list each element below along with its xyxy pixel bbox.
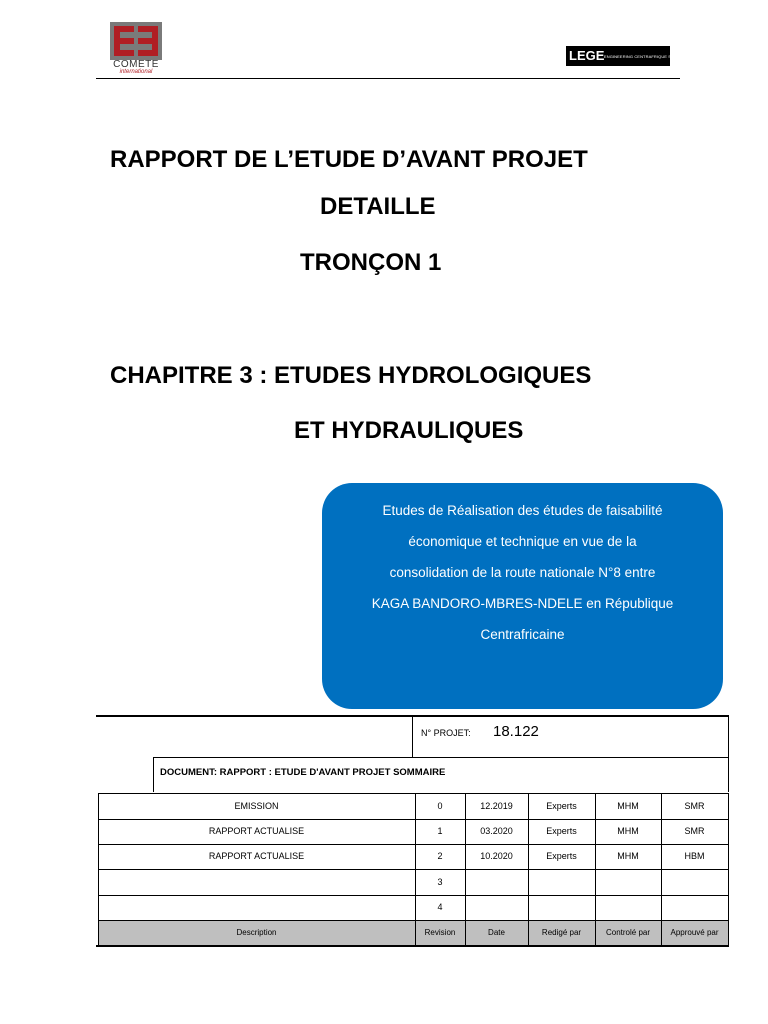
lege-logo-word: LEGE [569, 48, 605, 63]
chapter-title-line-2: ET HYDRAULIQUES [294, 417, 524, 444]
comete-logo [104, 22, 168, 78]
table-divider [153, 757, 729, 758]
table-divider [98, 920, 729, 921]
cell-controle: MHM [617, 851, 639, 861]
table-divider [412, 716, 413, 757]
project-description-line: économique et technique en vue de la [408, 534, 637, 549]
table-divider [465, 793, 466, 945]
table-divider [98, 793, 729, 794]
cell-approuve: HBM [684, 851, 705, 861]
comete-logo-name: COMETE [113, 59, 159, 70]
project-number: 18.122 [493, 723, 539, 740]
lege-logo [566, 46, 676, 66]
cell-revision: 3 [437, 877, 443, 887]
table-divider [728, 716, 729, 792]
cell-date: 03.2020 [480, 826, 513, 836]
header-divider [96, 78, 680, 79]
document-label: DOCUMENT: RAPPORT : ETUDE D'AVANT PROJET SOMMAIRE [160, 767, 446, 778]
project-description [338, 495, 707, 650]
comete-logo-sub: international [119, 69, 153, 75]
cell-redige: Experts [546, 851, 577, 861]
footer-redige: Redigé par [541, 928, 582, 937]
project-number-label: N° PROJET: [421, 728, 471, 738]
title-line-2: DETAILLE [320, 193, 436, 220]
footer-controle: Controlé par [605, 928, 651, 937]
table-divider [98, 844, 729, 845]
cell-redige: Experts [546, 801, 577, 811]
footer-date: Date [488, 928, 505, 937]
project-description-line: KAGA BANDORO-MBRES-NDELE en République [371, 596, 674, 611]
project-description-line: Centrafricaine [480, 627, 565, 642]
comete-logo-mark [110, 22, 162, 60]
footer-description: Description [236, 928, 277, 937]
cell-description: RAPPORT ACTUALISE [208, 851, 305, 861]
table-divider [153, 757, 154, 792]
cell-date: 12.2019 [480, 801, 513, 811]
title-line-1: RAPPORT DE L’ETUDE D’AVANT PROJET [110, 146, 588, 173]
cell-redige: Experts [546, 826, 577, 836]
table-divider [98, 895, 729, 896]
cell-revision: 4 [437, 902, 443, 912]
table-divider [98, 869, 729, 870]
table-bottom-border [96, 945, 729, 947]
project-description-box [322, 483, 723, 709]
cell-approuve: SMR [684, 826, 705, 836]
project-description-line: Etudes de Réalisation des études de faisabilité [382, 503, 663, 518]
table-divider [661, 793, 662, 945]
footer-approuve: Approuvé par [670, 928, 719, 937]
table-divider [415, 793, 416, 945]
table-divider [98, 819, 729, 820]
footer-revision: Revision [424, 928, 456, 937]
table-divider [728, 793, 729, 945]
cell-approuve: SMR [684, 801, 705, 811]
cell-controle: MHM [617, 801, 639, 811]
project-description-line: consolidation de la route nationale N°8 entre [389, 565, 656, 580]
cell-revision: 2 [437, 851, 443, 861]
cell-revision: 0 [437, 801, 443, 811]
lege-logo-sub: ENGINEERING CENTRAFRIQUE Sarl [604, 54, 676, 59]
cell-description: EMISSION [234, 801, 279, 811]
title-line-3: TRONÇON 1 [300, 249, 442, 276]
cell-date: 10.2020 [480, 851, 513, 861]
table-divider [528, 793, 529, 945]
table-divider [98, 793, 99, 945]
chapter-title-line-1: CHAPITRE 3 : ETUDES HYDROLOGIQUES [110, 362, 592, 389]
cell-controle: MHM [617, 826, 639, 836]
cell-revision: 1 [437, 826, 443, 836]
cell-description: RAPPORT ACTUALISE [208, 826, 305, 836]
table-divider [595, 793, 596, 945]
